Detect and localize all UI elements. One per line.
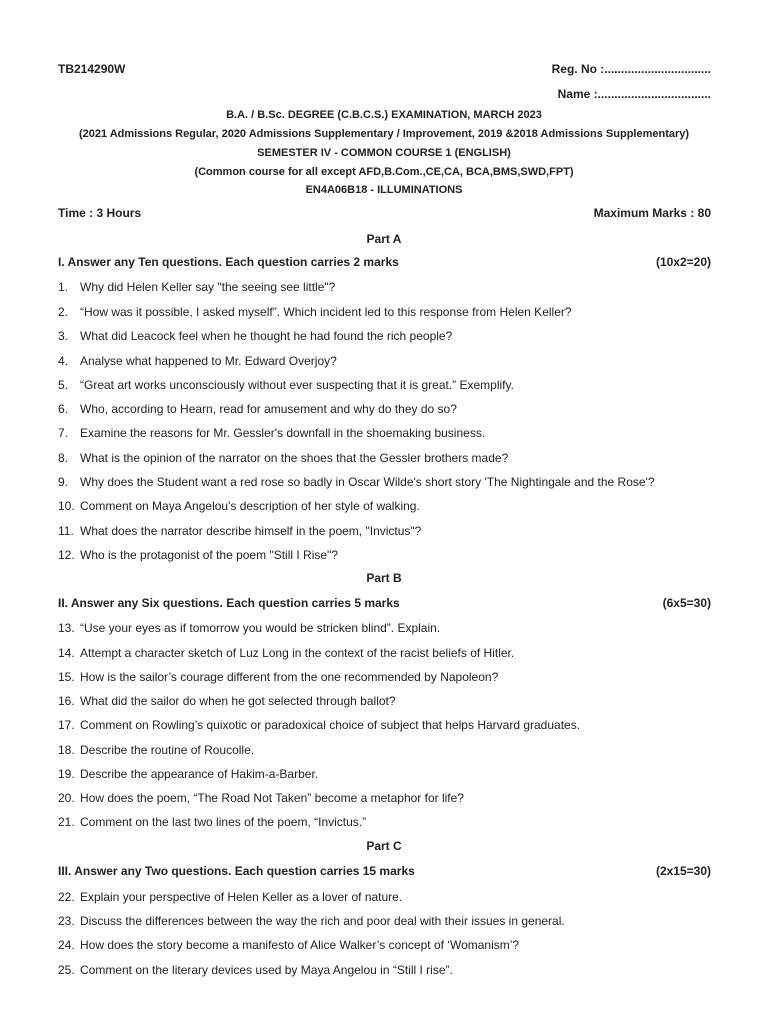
name-field: Name :.................................. <box>557 87 711 101</box>
time-label: Time : 3 Hours <box>58 206 142 220</box>
question-number: 9. <box>58 475 69 489</box>
question-text: How does the poem, “The Road Not Taken” become a metaphor for life? <box>80 791 464 805</box>
question-text: Describe the routine of Roucolle. <box>80 743 255 757</box>
question-text: Who is the protagonist of the poem "Still I Rise"? <box>80 548 338 562</box>
question-number: 21. <box>58 815 75 829</box>
question-item <box>58 426 485 440</box>
question-item <box>58 524 421 538</box>
question-text: Analyse what happened to Mr. Edward Overjoy? <box>80 354 337 368</box>
question-number: 5. <box>58 378 69 392</box>
question-item <box>58 890 402 904</box>
question-text: What does the narrator describe himself in the poem, "Invictus"? <box>80 524 422 538</box>
question-item <box>58 767 318 781</box>
question-item <box>58 378 514 392</box>
question-text: Comment on Rowling’s quixotic or paradoxical choice of subject that helps Harvard graduates. <box>80 718 581 732</box>
admissions-line: (2021 Admissions Regular, 2020 Admissions Supplementary / Improvement, 2019 &2018 Admissions Supplementary) <box>78 128 690 140</box>
question-number: 14. <box>58 646 75 660</box>
max-marks-label: Maximum Marks : 80 <box>593 206 711 220</box>
question-number: 19. <box>58 767 75 781</box>
question-number: 3. <box>58 329 69 343</box>
question-item <box>58 791 464 805</box>
question-text: Explain your perspective of Helen Keller as a lover of nature. <box>80 890 403 904</box>
question-number: 4. <box>58 354 69 368</box>
question-item <box>58 499 420 513</box>
question-number: 25. <box>58 963 75 977</box>
part-c-instruction: III. Answer any Two questions. Each question carries 15 marks <box>58 864 415 878</box>
question-item <box>58 815 366 829</box>
question-item <box>58 280 335 294</box>
question-number: 10. <box>58 499 75 513</box>
question-item <box>58 718 580 732</box>
question-item <box>58 305 572 319</box>
question-number: 16. <box>58 694 75 708</box>
question-text: Examine the reasons for Mr. Gessler's downfall in the shoemaking business. <box>80 426 486 440</box>
question-text: What did the sailor do when he got selected through ballot? <box>80 694 396 708</box>
part-c-title: Part C <box>366 839 402 853</box>
question-number: 13. <box>58 621 75 635</box>
question-item <box>58 475 655 489</box>
question-number: 11. <box>58 524 74 538</box>
question-item <box>58 451 508 465</box>
reg-no-field: Reg. No :................................ <box>551 62 711 76</box>
question-number: 18. <box>58 743 75 757</box>
question-text: “Great art works unconsciously without ever suspecting that it is great.” Exemplify. <box>80 378 514 392</box>
question-number: 20. <box>58 791 75 805</box>
question-text: Comment on Maya Angelou's description of her style of walking. <box>80 499 420 513</box>
question-text: Why does the Student want a red rose so badly in Oscar Wilde's short story 'The Nightingale and the Rose'? <box>80 475 655 489</box>
question-text: Comment on the last two lines of the poem, “Invictus.” <box>80 815 367 829</box>
question-text: What did Leacock feel when he thought he had found the rich people? <box>80 329 453 343</box>
question-number: 8. <box>58 451 69 465</box>
question-item <box>58 354 337 368</box>
question-text: Comment on the literary devices used by Maya Angelou in “Still I rise”. <box>80 963 453 977</box>
course-scope-line: (Common course for all except AFD,B.Com.,CE,CA, BCA,BMS,SWD,FPT) <box>194 166 574 178</box>
question-number: 2. <box>58 305 69 319</box>
question-item <box>58 963 453 977</box>
question-text: Attempt a character sketch of Luz Long in the context of the racist beliefs of Hitler. <box>80 646 515 660</box>
question-number: 6. <box>58 402 69 416</box>
question-text: How is the sailor’s courage different from the one recommended by Napoleon? <box>80 670 499 684</box>
part-a-marks: (10x2=20) <box>655 255 711 269</box>
question-item <box>58 694 396 708</box>
question-number: 15. <box>58 670 75 684</box>
part-a-title: Part A <box>366 232 402 246</box>
course-code-line: EN4A06B18 - ILLUMINATIONS <box>305 184 463 196</box>
question-item <box>58 914 565 928</box>
question-item <box>58 621 440 635</box>
question-text: “Use your eyes as if tomorrow you would be stricken blind”. Explain. <box>80 621 441 635</box>
question-number: 23. <box>58 914 75 928</box>
question-text: What is the opinion of the narrator on the shoes that the Gessler brothers made? <box>80 451 509 465</box>
part-a-instruction: I. Answer any Ten questions. Each question carries 2 marks <box>58 255 399 269</box>
semester-line: SEMESTER IV - COMMON COURSE 1 (ENGLISH) <box>257 147 511 159</box>
question-number: 1. <box>58 280 69 294</box>
question-item <box>58 646 514 660</box>
question-item <box>58 329 452 343</box>
question-item <box>58 402 457 416</box>
question-number: 24. <box>58 938 75 952</box>
question-text: Why did Helen Keller say "the seeing see little"? <box>80 280 336 294</box>
question-text: Describe the appearance of Hakim-a-Barber. <box>80 767 319 781</box>
question-text: How does the story become a manifesto of Alice Walker’s concept of ‘Womanism’? <box>80 938 520 952</box>
question-item <box>58 743 254 757</box>
question-number: 12. <box>58 548 75 562</box>
paper-code: TB214290W <box>58 62 126 76</box>
part-b-title: Part B <box>366 571 402 585</box>
question-item <box>58 938 519 952</box>
part-b-marks: (6x5=30) <box>662 596 711 610</box>
question-number: 7. <box>58 426 69 440</box>
question-text: Discuss the differences between the way the rich and poor deal with their issues in general. <box>80 914 565 928</box>
question-text: “How was it possible, I asked myself”. Which incident led to this response from Helen Keller? <box>80 305 572 319</box>
part-c-marks: (2x15=30) <box>655 864 711 878</box>
question-number: 22. <box>58 890 75 904</box>
question-item <box>58 670 498 684</box>
exam-title: B.A. / B.Sc. DEGREE (C.B.C.S.) EXAMINATION, MARCH 2023 <box>226 109 542 121</box>
question-item <box>58 548 338 562</box>
question-number: 17. <box>58 718 75 732</box>
question-text: Who, according to Hearn, read for amusement and why do they do so? <box>80 402 457 416</box>
part-b-instruction: II. Answer any Six questions. Each question carries 5 marks <box>58 596 400 610</box>
